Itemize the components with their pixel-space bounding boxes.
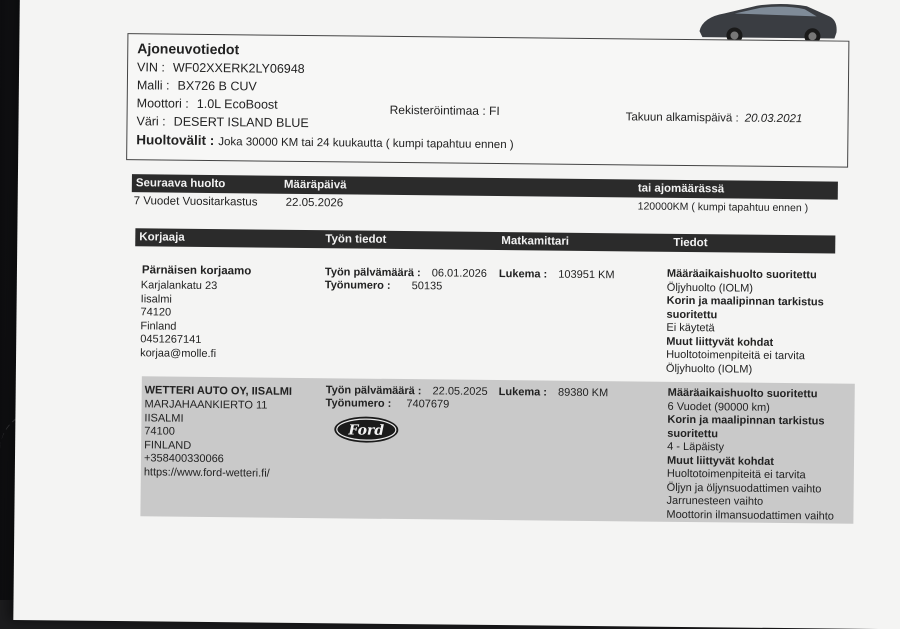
detail-line: Muut liittyvät kohdat xyxy=(666,335,774,349)
repairer-address-line: korjaa@molle.fi xyxy=(140,346,217,360)
detail-line: Öljyhuolto (IOLM) xyxy=(665,362,753,376)
repairer-name: WETTERI AUTO OY, IISALMI xyxy=(144,384,293,398)
vin-label: VIN : xyxy=(137,60,165,75)
odometer-label: Lukema : xyxy=(498,386,548,399)
repairer-address-line: Finland xyxy=(140,319,177,333)
work-number: 7407679 xyxy=(406,398,450,411)
vin-value: WF02XXERK2LY06948 xyxy=(172,60,305,76)
detail-line: Öljyhuolto (IOLM) xyxy=(666,281,754,295)
model-row xyxy=(137,78,257,93)
service-interval-value: Joka 30000 KM tai 24 kuukautta ( kumpi tapahtuu ennen ) xyxy=(218,136,514,152)
next-service-header-label: Seuraava huolto xyxy=(135,177,226,191)
repairer-address xyxy=(140,279,217,361)
color-row xyxy=(136,114,308,130)
vehicle-info-title: Ajoneuvotiedot xyxy=(137,40,240,58)
service-interval-label: Huoltovälit : xyxy=(136,132,215,149)
work-date-label: Työn pälvämäärä : xyxy=(324,266,421,280)
repairer-header: Korjaaja xyxy=(139,231,185,244)
engine-label: Moottori : xyxy=(136,96,189,111)
next-service-due-date: 22.05.2026 xyxy=(285,196,344,210)
work-number-row xyxy=(325,279,443,294)
registration-country-value: FI xyxy=(488,103,500,119)
work-number-label: Työnumero : xyxy=(325,397,392,410)
repairer-address-line: MARJAHAANKIERTO 11 xyxy=(144,398,268,412)
repairer-address-line: Karjalankatu 23 xyxy=(140,279,218,293)
engine-value: 1.0L EcoBoost xyxy=(196,96,278,112)
repairer-address-line: IISALMI xyxy=(144,411,184,425)
odometer-value: 103951 KM xyxy=(558,268,615,282)
work-date: 06.01.2026 xyxy=(431,267,487,280)
model-value: BX726 B CUV xyxy=(177,78,257,94)
model-label: Malli : xyxy=(136,78,170,93)
detail-line: Määräaikaishuolto suoritettu xyxy=(667,386,818,401)
warranty-date: 20.03.2021 xyxy=(744,112,803,126)
work-date-label: Työn pälvämäärä : xyxy=(325,384,422,398)
detail-line: 6 Vuodet (90000 km) xyxy=(667,400,770,414)
service-interval-row xyxy=(136,132,513,151)
warranty-start xyxy=(626,111,803,125)
detail-line: Öljyn ja öljynsuodattimen vaihto xyxy=(666,481,822,495)
odometer-row xyxy=(499,386,609,401)
work-date: 22.05.2025 xyxy=(432,385,488,398)
color-value: DESERT ISLAND BLUE xyxy=(173,114,309,131)
work-number-row xyxy=(326,397,450,412)
repairer-address-line: https://www.ford-wetteri.fi/ xyxy=(143,465,270,480)
detail-line: Ei käytetä xyxy=(666,321,715,335)
service-details xyxy=(666,387,835,524)
odometer-row xyxy=(499,268,615,283)
car-image xyxy=(694,1,839,45)
repairer-address-line: FINLAND xyxy=(144,438,192,452)
odometer-value: 89380 KM xyxy=(558,386,609,400)
detail-line: Huoltotoimenpiteitä ei tarvita xyxy=(666,467,806,482)
vehicle-info-box xyxy=(126,33,849,168)
next-service-name: 7 Vuodet Vuositarkastus xyxy=(133,195,258,209)
repairer-name: Pärnäisen korjaamo xyxy=(141,264,252,278)
detail-line: Moottorin ilmansuodattimen vaihto xyxy=(666,508,835,523)
work-number-label: Työnumero : xyxy=(324,279,391,292)
repairer-address xyxy=(144,398,271,480)
registration-country-label: Rekisteröintimaa : xyxy=(389,102,486,118)
mileage-header: tai ajomäärässä xyxy=(637,182,725,196)
repairer-address-line: 74120 xyxy=(140,306,172,319)
detail-line: suoritettu xyxy=(666,308,718,321)
registration-country xyxy=(390,103,500,118)
work-header: Työn tiedot xyxy=(325,233,387,246)
details-header: Tiedot xyxy=(673,236,708,250)
odometer-header: Matkamittari xyxy=(501,235,570,248)
service-record-document xyxy=(13,0,900,629)
ford-logo xyxy=(333,415,399,444)
detail-line: Jarrunesteen vaihto xyxy=(666,494,764,508)
detail-line: 4 - Läpäisty xyxy=(667,440,725,454)
detail-line: Määräaikaishuolto suoritettu xyxy=(666,267,817,282)
due-date-header: Määräpäivä xyxy=(283,178,347,192)
vin-row xyxy=(137,60,305,76)
detail-line: Korin ja maalipinnan tarkistus xyxy=(667,413,825,428)
repairer-address-line: 0451267141 xyxy=(140,333,202,346)
odometer-label: Lukema : xyxy=(498,268,548,281)
detail-line: Huoltotoimenpiteitä ei tarvita xyxy=(666,348,805,363)
ford-logo-text: Ford xyxy=(348,422,385,439)
detail-line: Korin ja maalipinnan tarkistus xyxy=(666,294,824,309)
warranty-label: Takuun alkamispäivä : xyxy=(625,111,739,125)
repairer-address-line: +358400330066 xyxy=(143,452,224,466)
next-service-mileage: 120000KM ( kumpi tapahtuu ennen ) xyxy=(637,200,809,215)
work-number: 50135 xyxy=(411,280,443,293)
history-header xyxy=(135,228,835,253)
service-details xyxy=(666,268,824,378)
detail-line: Muut liittyvät kohdat xyxy=(666,454,775,468)
engine-row xyxy=(137,96,278,111)
color-label: Väri : xyxy=(136,114,166,129)
repairer-address-line: 74100 xyxy=(144,425,175,438)
detail-line: suoritettu xyxy=(667,427,719,440)
repairer-address-line: Iisalmi xyxy=(140,292,172,306)
